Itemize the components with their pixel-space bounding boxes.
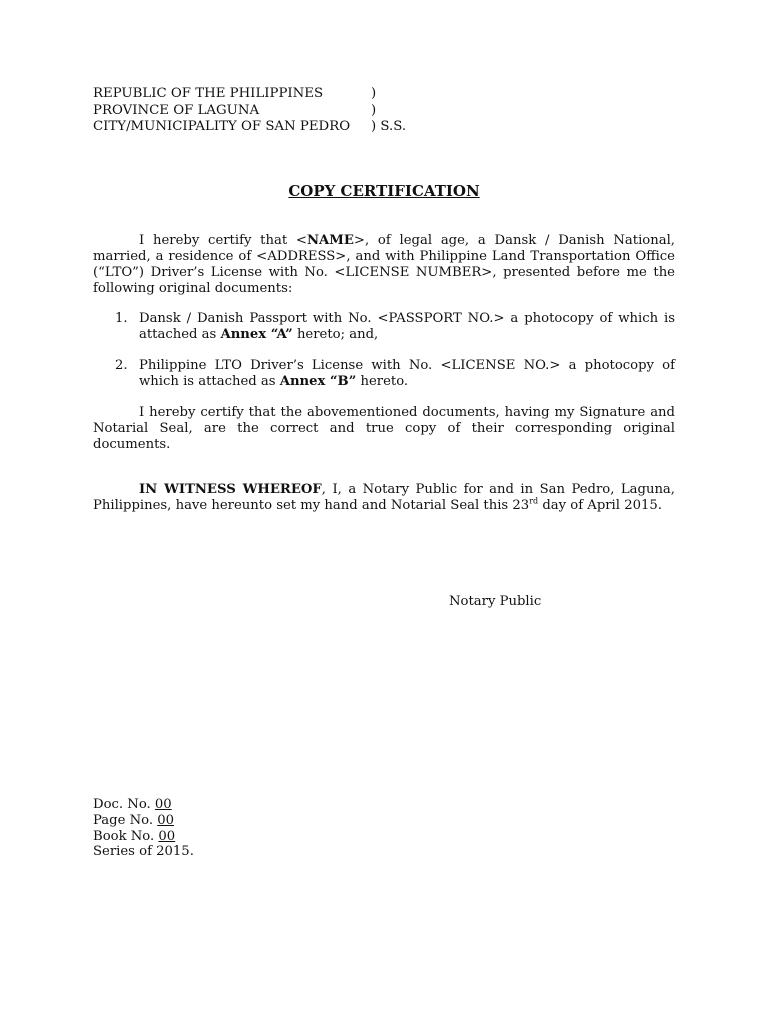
list-item-text: Philippine LTO Driver’s License with No. <LICENSE NO.> a photocopy of which is attached as (139, 358, 675, 389)
notary-public-label: Notary Public (449, 594, 542, 609)
list-item-license (93, 358, 675, 390)
annex-label: Annex “B” (279, 374, 357, 389)
witness-text: , I, a Notary Public for and in San Pedro, Laguna, Philippines, have hereunto set my hand and Notarial Seal this 23 (93, 482, 675, 513)
caption-paren-ss: ) S.S. (371, 119, 407, 134)
list-number: 1. (115, 311, 128, 326)
document-list-item (93, 358, 675, 390)
document-list-item (93, 311, 675, 343)
witness-lead: IN WITNESS WHEREOF (139, 482, 322, 497)
caption-row-republic (93, 86, 377, 103)
page-number-value: 00 (157, 812, 174, 828)
document-title-text: COPY CERTIFICATION (288, 182, 480, 200)
list-item-text: Dansk / Danish Passport with No. <PASSPORT NO.> a photocopy of which is attached as (139, 311, 675, 342)
witness-ordinal: rd (529, 496, 539, 506)
list-item-tail: hereto. (356, 374, 409, 389)
page-number-line (93, 813, 194, 829)
caption-republic: REPUBLIC OF THE PHILIPPINES (93, 86, 324, 101)
doc-number-line (93, 797, 194, 813)
book-number-line (93, 829, 194, 845)
intro-paragraph (93, 233, 675, 297)
witness-paragraph (93, 482, 675, 514)
caption-paren: ) (371, 86, 377, 101)
witness-tail: day of April 2015. (538, 498, 662, 513)
certify-paragraph (93, 405, 675, 453)
intro-name-placeholder: NAME (306, 233, 354, 248)
list-number: 2. (115, 358, 128, 373)
list-item-tail: hereto; and, (292, 327, 379, 342)
intro-part1: I hereby certify that < (139, 233, 307, 248)
book-number-value: 00 (158, 828, 176, 844)
certify-paragraph-text: I hereby certify that the abovementioned documents, having my Signature and Notarial Seal, are the correct and true copy of their corresponding original documents. (93, 405, 675, 452)
document-title (0, 182, 768, 200)
page-number-label: Page No. (93, 812, 158, 828)
intro-part2: >, of legal age, a Dansk / Danish National, married, a residence of <ADDRESS>, and with Philippine Land Transportation Office (“LTO”) Driver’s License with No. <LICENSE NUMBER>, presented before me the following original documents: (93, 233, 676, 296)
list-item-passport (93, 311, 675, 343)
book-number-label: Book No. (93, 828, 159, 844)
doc-number-label: Doc. No. (93, 797, 155, 812)
witness-paragraph-text (93, 482, 675, 514)
caption-city: CITY/MUNICIPALITY OF SAN PEDRO (93, 119, 351, 134)
caption-province: PROVINCE OF LAGUNA (93, 102, 260, 118)
series-line: Series of 2015. (93, 844, 194, 860)
caption-row-province (93, 102, 377, 120)
caption-row-city (93, 119, 407, 136)
caption-paren: ) (371, 102, 377, 118)
venue-caption (93, 86, 407, 136)
annex-label: Annex “A” (220, 327, 293, 342)
notarial-register-info (93, 797, 194, 860)
doc-number-value: 00 (154, 797, 172, 812)
intro-paragraph-text (93, 233, 675, 297)
